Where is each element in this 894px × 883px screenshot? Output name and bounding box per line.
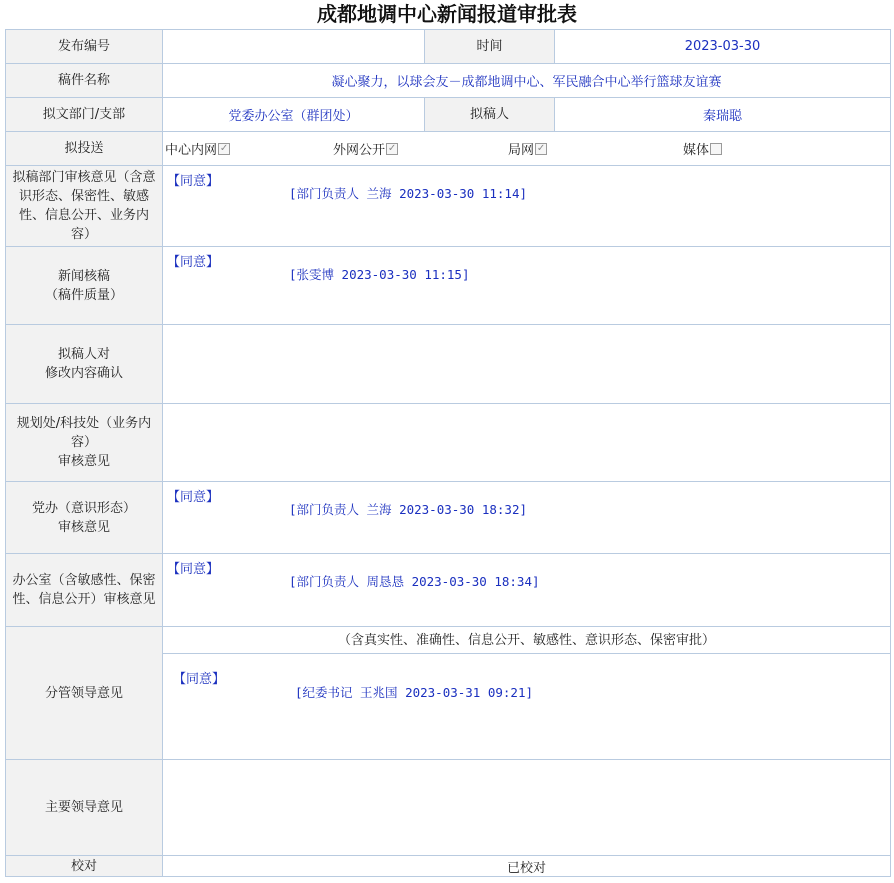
label-line: 审核意见: [57, 454, 110, 469]
dept-label: 拟文部门/支部: [6, 98, 163, 132]
planning-review-label: [6, 404, 163, 482]
time-label: 时间: [425, 30, 555, 64]
author-label: 拟稿人: [425, 98, 555, 132]
row-party-review: [6, 482, 891, 554]
row-dept: [6, 98, 891, 132]
leader-review-cell: [163, 627, 891, 760]
news-review-label: [6, 247, 163, 325]
checkmark-icon[interactable]: ✓: [536, 142, 546, 154]
planning-review-cell[interactable]: [163, 404, 891, 482]
label-line: 新闻核稿: [57, 268, 110, 284]
office-review-cell: [163, 554, 891, 627]
publish-to-options: [163, 132, 891, 166]
news-review-cell: [163, 247, 891, 325]
label-line: 拟稿人对: [57, 347, 110, 362]
signature: [张雯博 2023-03-30 11:15]: [289, 267, 470, 282]
party-review-cell: [163, 482, 891, 554]
publish-option-label: 局网: [508, 143, 535, 158]
row-planning-review: [6, 404, 891, 482]
agree-mark: 【同意】: [167, 562, 220, 577]
author-value[interactable]: 秦瑞聪: [555, 98, 891, 132]
agree-mark: 【同意】: [167, 255, 220, 270]
agree-mark: 【同意】: [167, 174, 220, 189]
dept-review-cell: [163, 166, 891, 247]
row-news-review: [6, 247, 891, 325]
signature: [纪委书记 王兆国 2023-03-31 09:21]: [295, 685, 534, 700]
label-line: 审核意见: [57, 519, 110, 535]
dept-value[interactable]: 党委办公室（群团处）: [163, 98, 425, 132]
checkmark-icon[interactable]: ✓: [219, 142, 229, 154]
main-leader-label: 主要领导意见: [6, 760, 163, 856]
label-line: 规划处/科技处（业务内容）: [16, 416, 152, 450]
row-manuscript: [6, 64, 891, 98]
publish-option-label: 媒体: [683, 143, 710, 158]
publish-option-label: 外网公开: [333, 143, 386, 158]
row-author-confirm: [6, 325, 891, 404]
office-review-label: 办公室（含敏感性、保密性、信息公开）审核意见: [6, 554, 163, 627]
row-pub-no: [6, 30, 891, 64]
time-value[interactable]: 2023-03-30: [555, 30, 891, 64]
author-confirm-label: [6, 325, 163, 404]
row-main-leader: [6, 760, 891, 856]
row-leader-review: [6, 627, 891, 760]
publish-option-media[interactable]: [683, 139, 853, 158]
row-dept-review: [6, 166, 891, 247]
page-title: 成都地调中心新闻报道审批表: [317, 2, 577, 26]
leader-review-label: 分管领导意见: [6, 627, 163, 760]
approval-form: [5, 29, 891, 877]
proofread-value[interactable]: 已校对: [163, 856, 891, 877]
checkbox-empty-icon[interactable]: [710, 143, 722, 155]
agree-mark: 【同意】: [167, 490, 220, 505]
party-review-label: [6, 482, 163, 554]
proofread-label: 校对: [6, 856, 163, 877]
publish-option-label: 中心内网: [165, 143, 218, 158]
publish-option-bureau[interactable]: [508, 139, 683, 158]
publish-option-intranet[interactable]: [163, 139, 333, 158]
pub-no-label: 发布编号: [6, 30, 163, 64]
publish-to-label: 拟投送: [6, 132, 163, 166]
dept-review-label: 拟稿部门审核意见（含意识形态、保密性、敏感性、信息公开、业务内容）: [6, 166, 163, 247]
label-line: 党办（意识形态）: [31, 500, 136, 516]
row-publish-to: [6, 132, 891, 166]
signature: [部门负责人 兰海 2023-03-30 11:14]: [289, 186, 528, 201]
checkmark-icon[interactable]: ✓: [387, 142, 397, 154]
leader-review-note: （含真实性、准确性、信息公开、敏感性、意识形态、保密审批）: [163, 627, 890, 654]
label-line: （稿件质量）: [44, 287, 123, 303]
row-proofread: [6, 856, 891, 877]
signature: [部门负责人 周恳恳 2023-03-30 18:34]: [289, 574, 540, 589]
author-confirm-cell[interactable]: [163, 325, 891, 404]
signature: [部门负责人 兰海 2023-03-30 18:32]: [289, 502, 528, 517]
row-office-review: [6, 554, 891, 627]
manuscript-label: 稿件名称: [6, 64, 163, 98]
manuscript-value[interactable]: 凝心聚力，以球会友－成都地调中心、军民融合中心举行篮球友谊赛: [163, 64, 891, 98]
main-leader-cell[interactable]: [163, 760, 891, 856]
publish-option-public[interactable]: [333, 139, 508, 158]
agree-mark: 【同意】: [173, 672, 226, 687]
pub-no-value[interactable]: [163, 30, 425, 64]
label-line: 修改内容确认: [44, 366, 123, 381]
